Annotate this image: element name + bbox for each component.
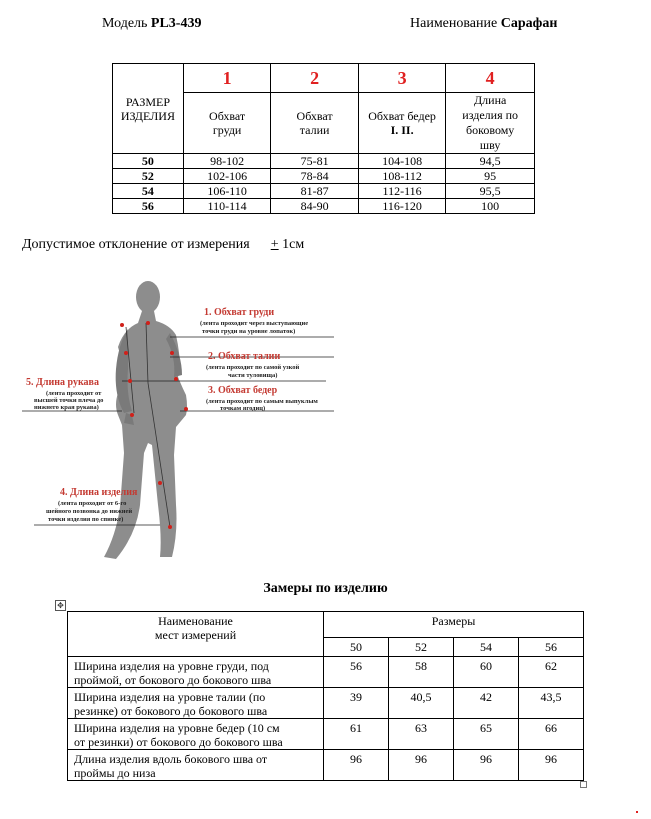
header-text: боковому <box>466 123 515 137</box>
length-label-note: точки изделия по спинке) <box>48 516 124 523</box>
value-cell: 66 <box>519 719 584 750</box>
measurement-name-line: Ширина изделия на уровне бедер (10 см <box>74 721 280 735</box>
waist-cell: 84-90 <box>271 199 359 214</box>
size-cell: 54 <box>113 184 184 199</box>
measurement-name-line: Длина изделия вдоль бокового шва от <box>74 752 268 766</box>
length-label-note: шейного позвонка до нижней <box>46 508 133 515</box>
value-cell: 62 <box>519 657 584 688</box>
name-label: Наименование <box>410 16 498 31</box>
value-cell: 96 <box>519 750 584 781</box>
tolerance-sign: + <box>270 237 279 252</box>
value-cell: 56 <box>324 657 389 688</box>
column-number-4: 4 <box>446 64 535 93</box>
value-cell: 58 <box>389 657 454 688</box>
table-move-handle-icon[interactable]: ✥ <box>55 600 66 611</box>
sleeve-label-note: (лента проходит от <box>46 390 102 397</box>
size-header-line: ИЗДЕЛИЯ <box>120 108 175 123</box>
chest-cell: 110-114 <box>183 199 271 214</box>
product-measurements-table <box>67 611 584 781</box>
value-cell: 61 <box>324 719 389 750</box>
size-cell: 56 <box>113 199 184 214</box>
header-text: талии <box>299 123 330 137</box>
tolerance-value: 1см <box>282 237 305 252</box>
header-text: Обхват бедер <box>368 109 436 123</box>
value-cell: 96 <box>454 750 519 781</box>
size-header-cell <box>113 64 184 154</box>
model-value: PL3-439 <box>150 16 202 31</box>
chest-header <box>183 93 271 154</box>
chest-label-title: 1. Обхват груди <box>204 307 275 318</box>
chest-label-note: точки груди на уровне лопаток) <box>202 328 296 335</box>
header-text: Длина <box>474 93 507 107</box>
header-text: груди <box>212 123 242 137</box>
table-row <box>68 750 584 781</box>
waist-cell: 81-87 <box>271 184 359 199</box>
value-cell: 96 <box>389 750 454 781</box>
measurement-name-cell <box>68 750 324 781</box>
tolerance-text: Допустимое отклонение от измерения <box>22 237 250 252</box>
hips-cell: 104-108 <box>358 154 446 169</box>
table-resize-handle[interactable] <box>580 781 587 788</box>
model-label: Модель <box>102 16 148 31</box>
chest-cell: 98-102 <box>183 154 271 169</box>
table-row <box>113 184 535 199</box>
length-cell: 100 <box>446 199 535 214</box>
column-number-2: 2 <box>271 64 359 93</box>
table-row <box>113 154 535 169</box>
table-row <box>68 657 584 688</box>
waist-cell: 75-81 <box>271 154 359 169</box>
column-number-3: 3 <box>358 64 446 93</box>
hips-label-title: 3. Обхват бедер <box>208 385 278 396</box>
length-label-note: (лента проходит от 6-го <box>58 500 127 507</box>
hips-cell: 116-120 <box>358 199 446 214</box>
length-label-title: 4. Длина изделия <box>60 487 138 498</box>
measurement-name-line: Ширина изделия на уровне талии (по <box>74 690 266 704</box>
chest-cell: 106-110 <box>183 184 271 199</box>
waist-header <box>271 93 359 154</box>
table-row <box>68 688 584 719</box>
value-cell: 39 <box>324 688 389 719</box>
size-cell: 52 <box>113 169 184 184</box>
value-cell: 63 <box>389 719 454 750</box>
header-text: мест измерений <box>154 628 237 642</box>
hips-cell: 112-116 <box>358 184 446 199</box>
size-header-line: РАЗМЕР <box>125 94 171 109</box>
size-header-56: 56 <box>519 638 584 657</box>
sleeve-label-note: высшей точки плеча до <box>34 397 104 404</box>
tolerance-note <box>22 237 304 253</box>
measurement-name-cell <box>68 688 324 719</box>
value-cell: 42 <box>454 688 519 719</box>
table-row <box>113 169 535 184</box>
size-cell: 50 <box>113 154 184 169</box>
hips-label-note: точкам ягодиц) <box>220 405 266 412</box>
size-header-50: 50 <box>324 638 389 657</box>
value-cell: 40,5 <box>389 688 454 719</box>
waist-cell: 78-84 <box>271 169 359 184</box>
sleeve-label-title: 5. Длина рукава <box>26 377 99 388</box>
hips-label-note: (лента проходит по самым выпуклым <box>206 398 318 405</box>
value-cell: 43,5 <box>519 688 584 719</box>
header-text: шву <box>479 138 501 152</box>
value-cell: 65 <box>454 719 519 750</box>
measurement-name-cell <box>68 719 324 750</box>
sizes-header: Размеры <box>324 612 584 638</box>
body-measurement-figure <box>20 275 350 565</box>
measurement-name-cell <box>68 657 324 688</box>
chest-cell: 102-106 <box>183 169 271 184</box>
measurement-name-line: проймой, от бокового до бокового шва <box>74 673 272 687</box>
header-text: I. II. <box>390 123 414 137</box>
waist-label-note: части туловища) <box>228 372 278 379</box>
model-line <box>102 16 201 32</box>
header-text: Обхват <box>296 109 333 123</box>
red-dot-mark <box>636 811 638 813</box>
value-cell: 60 <box>454 657 519 688</box>
table-row <box>113 199 535 214</box>
header-text: Обхват <box>209 109 246 123</box>
name-value: Сарафан <box>500 16 558 31</box>
measurement-name-line: резинке) от бокового до бокового шва <box>74 704 268 718</box>
length-cell: 95 <box>446 169 535 184</box>
size-header-54: 54 <box>454 638 519 657</box>
chest-label-note: (лента проходит через выступающие <box>200 320 309 327</box>
measurement-name-header <box>68 612 324 657</box>
sleeve-label-note: нижнего края рукава) <box>34 404 99 411</box>
hips-cell: 108-112 <box>358 169 446 184</box>
hips-header <box>358 93 446 154</box>
length-cell: 94,5 <box>446 154 535 169</box>
header-text: изделия по <box>462 108 519 122</box>
table-row <box>68 719 584 750</box>
name-line <box>410 16 557 32</box>
waist-label-note: (лента проходит по самой узкой <box>206 364 300 371</box>
product-measurements-title: Замеры по изделию <box>263 581 388 596</box>
measurement-name-line: от резинки) от бокового до бокового шва <box>74 735 283 749</box>
column-number-1: 1 <box>183 64 271 93</box>
header-text: Наименование <box>158 614 233 628</box>
length-cell: 95,5 <box>446 184 535 199</box>
waist-label-title: 2. Обхват талии <box>208 351 281 362</box>
measurement-name-line: Ширина изделия на уровне груди, под <box>74 659 269 673</box>
value-cell: 96 <box>324 750 389 781</box>
size-header-52: 52 <box>389 638 454 657</box>
measurement-name-line: проймы до низа <box>74 766 156 780</box>
length-header <box>446 93 535 154</box>
size-chart-table <box>112 63 535 214</box>
